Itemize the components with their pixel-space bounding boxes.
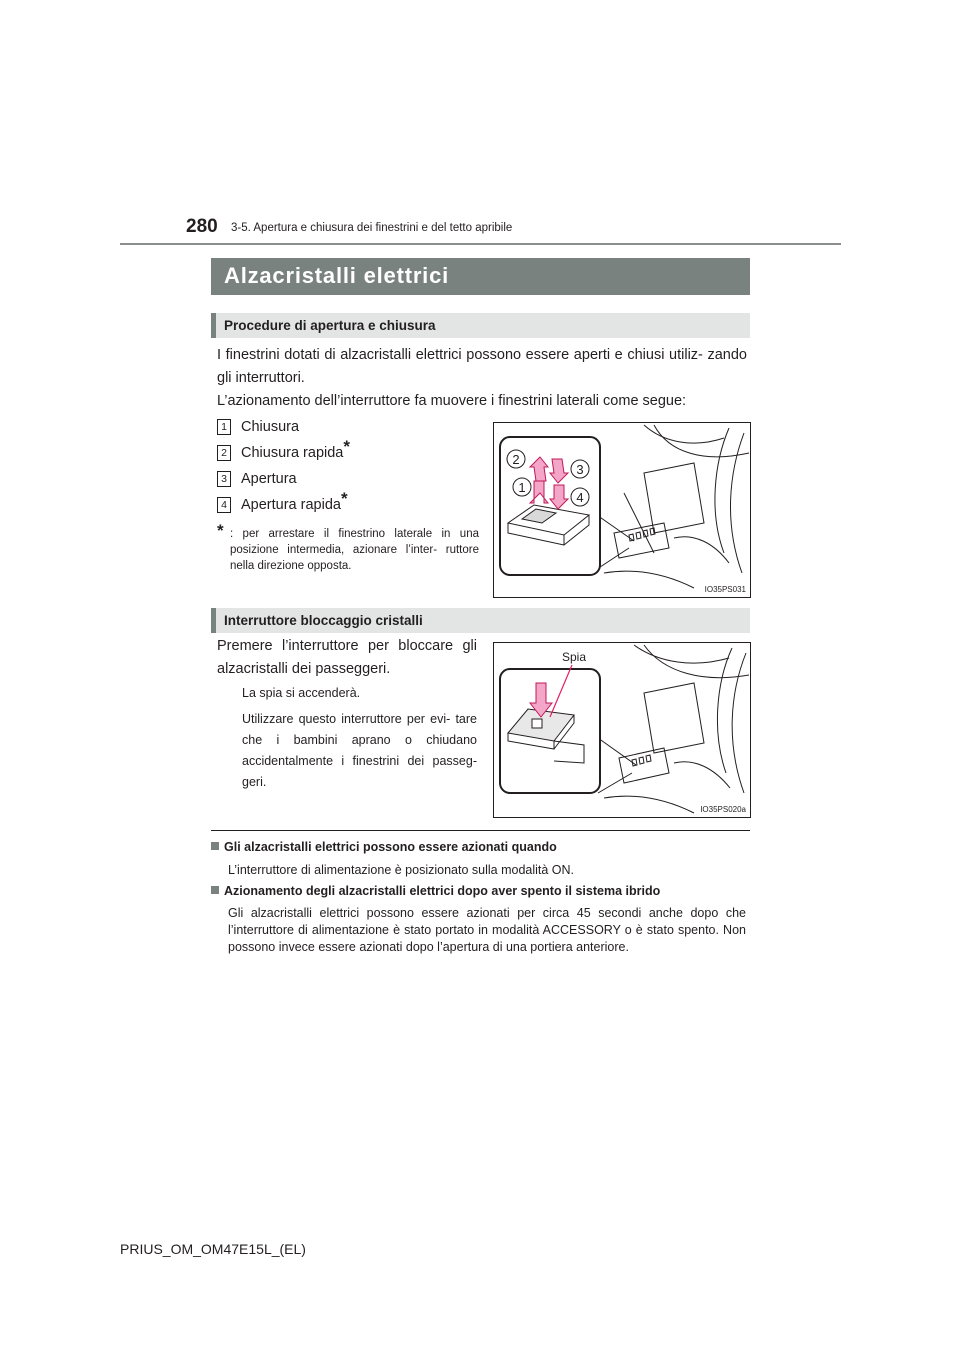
step-number-box: 1 [217,419,231,435]
section-heading-text: Procedure di apertura e chiusura [224,318,436,333]
footnote-asterisk: * [217,521,224,540]
page-title: Alzacristalli elettrici [224,263,450,288]
asterisk-mark: * [340,489,348,508]
section-heading-procedure [211,313,750,338]
figure-code: IO35PS020a [700,805,746,814]
lock-switch-figure [493,642,751,818]
square-bullet-icon [211,842,219,850]
list-item [217,471,297,487]
figure-code: IO35PS031 [704,585,746,594]
lock-switch-illustration [494,643,750,817]
document-code-footer: PRIUS_OM_OM47E15L_(EL) [120,1241,306,1257]
header-divider [120,243,841,245]
list-item [217,437,350,461]
list-item [217,419,299,435]
callout-label: 2 [512,452,520,467]
list-item-label: Apertura [241,471,297,487]
section-breadcrumb: 3-5. Apertura e chiusura dei finestrini e del tetto apribile [231,222,513,234]
heading-accent-bar [211,608,216,633]
page-title-banner [211,258,750,295]
indicator-label: Spia [561,650,587,664]
notes-divider [211,830,750,831]
note-title-text: Azionamento degli alzacristalli elettrici dopo aver spento il sistema ibrido [224,884,661,898]
list-item-label: Chiusura rapida [241,445,344,461]
intro-paragraph: I finestrini dotati di alzacristalli elettrici possono essere aperti e chiusi utiliz- zando gli interruttori. [217,347,747,386]
step-number-box: 3 [217,471,231,487]
window-switch-figure [493,422,751,598]
note-title [211,840,557,854]
lock-instruction: Premere l’interruttore per bloccare gli alzacristalli dei passeggeri. [217,638,477,677]
heading-accent-bar [211,313,216,338]
lock-note-children: Utilizzare questo interruttore per evi- tare che i bambini aprano o chiudano accidentalmente i finestrini dei passeg- geri. [242,712,477,789]
list-item-label: Apertura rapida [241,497,341,513]
step-number-box: 4 [217,497,231,513]
list-item-label: Chiusura [241,419,300,435]
footnote [217,521,479,574]
callout-label: 4 [576,490,584,505]
page-number: 280 [186,216,218,237]
note-body: Gli alzacristalli elettrici possono essere azionati per circa 45 secondi anche dopo che l’interruttore di alimentazione è stato portato in modalità ACCESSORY o è stato spento. Non possono invece essere azionati dopo l’apertura di una portiera anteriore. [228,906,746,954]
window-switch-illustration [494,423,750,597]
section-heading-text: Interruttore bloccaggio cristalli [224,613,423,628]
note-title [211,884,660,898]
square-bullet-icon [211,886,219,894]
note-body: L’interruttore di alimentazione è posizionato sulla modalità ON. [228,863,575,877]
lock-note-indicator: La spia si accenderà. [242,686,361,700]
asterisk-mark: * [343,437,350,456]
lead-paragraph: L’azionamento dell’interruttore fa muovere i finestrini laterali come segue: [217,393,687,409]
callout-label: 1 [518,480,526,495]
step-number-box: 2 [217,445,231,461]
section-heading-lock [211,608,750,633]
note-title-text: Gli alzacristalli elettrici possono essere azionati quando [224,840,557,854]
list-item [217,489,348,513]
footnote-text: : per arrestare il finestrino laterale in una posizione intermedia, azionare l’inter- ruttore nella direzione opposta. [230,528,479,572]
callout-label: 3 [576,462,584,477]
